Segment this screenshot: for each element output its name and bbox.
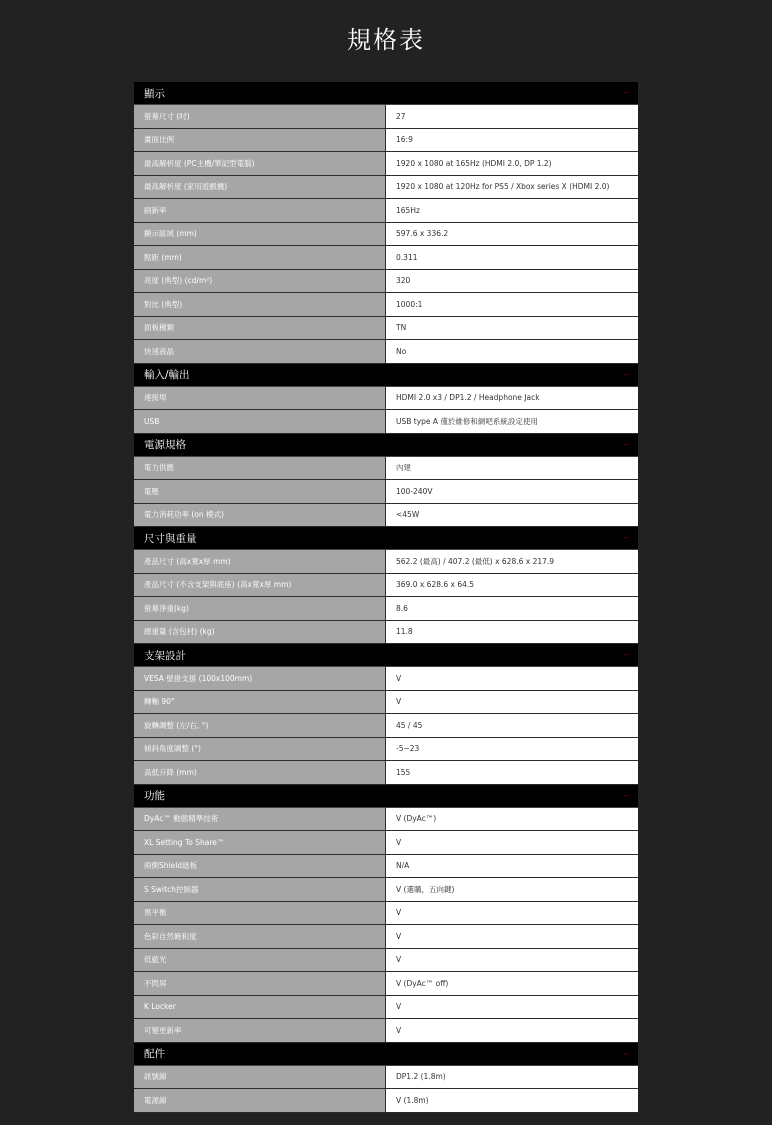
spec-label: K Locker	[134, 996, 386, 1019]
spec-label: XL Setting To Share™	[134, 831, 386, 854]
spec-row	[134, 246, 638, 270]
spec-row	[134, 574, 638, 598]
spec-value: 1920 x 1080 at 165Hz (HDMI 2.0, DP 1.2)	[386, 152, 638, 175]
spec-value: 45 / 45	[386, 714, 638, 737]
spec-row	[134, 410, 638, 434]
spec-label: 電壓	[134, 480, 386, 503]
spec-row	[134, 972, 638, 996]
spec-value: V (選購，五向鍵)	[386, 878, 638, 901]
spec-label: 顯示區域 (mm)	[134, 223, 386, 246]
spec-label: USB	[134, 410, 386, 433]
spec-row	[134, 1019, 638, 1043]
spec-value: 562.2 (最高) / 407.2 (最低) x 628.6 x 217.9	[386, 550, 638, 573]
section-title: 輸入/輸出	[144, 369, 190, 381]
spec-row	[134, 199, 638, 223]
spec-value: 1000:1	[386, 293, 638, 316]
spec-row	[134, 270, 638, 294]
spec-label: 螢幕淨重(kg)	[134, 597, 386, 620]
section-title: 支架設計	[144, 649, 186, 662]
spec-label: 亮度 (典型) (cd/m²)	[134, 270, 386, 293]
section-header[interactable]	[134, 364, 638, 387]
spec-label: 螢幕尺寸 (吋)	[134, 105, 386, 128]
spec-row	[134, 855, 638, 879]
section-title: 尺寸與重量	[144, 532, 197, 545]
spec-row	[134, 761, 638, 785]
spec-row	[134, 480, 638, 504]
section-header[interactable]	[134, 1043, 638, 1066]
spec-row	[134, 105, 638, 129]
collapse-icon[interactable]: –	[624, 650, 628, 659]
spec-row	[134, 597, 638, 621]
spec-label: 黑平衡	[134, 902, 386, 925]
spec-value: TN	[386, 317, 638, 340]
spec-row	[134, 738, 638, 762]
spec-label: 傾斜角度調整 (°)	[134, 738, 386, 761]
spec-label: 面板種類	[134, 317, 386, 340]
spec-row	[134, 714, 638, 738]
spec-label: 可變更新率	[134, 1019, 386, 1042]
spec-label: 高低升降 (mm)	[134, 761, 386, 784]
spec-value: 165Hz	[386, 199, 638, 222]
spec-label: 點距 (mm)	[134, 246, 386, 269]
spec-label: 刷新率	[134, 199, 386, 222]
spec-row	[134, 667, 638, 691]
spec-row	[134, 550, 638, 574]
spec-value: 100-240V	[386, 480, 638, 503]
spec-value: 155	[386, 761, 638, 784]
spec-row	[134, 152, 638, 176]
spec-label: 快速液晶	[134, 340, 386, 363]
spec-label: 兩側Shield遮板	[134, 855, 386, 878]
spec-value: -5~23	[386, 738, 638, 761]
spec-label: 電源線	[134, 1089, 386, 1112]
section-title: 功能	[144, 790, 165, 802]
spec-row	[134, 925, 638, 949]
spec-table	[134, 82, 638, 1113]
section-header[interactable]	[134, 527, 638, 550]
spec-label: 總重量 (含包材) (kg)	[134, 621, 386, 644]
spec-row	[134, 1066, 638, 1090]
collapse-icon[interactable]: –	[624, 88, 628, 97]
page-title: 規格表	[347, 26, 425, 54]
spec-value: V (1.8m)	[386, 1089, 638, 1112]
spec-row	[134, 223, 638, 247]
spec-label: 產品尺寸 (不含支架與底座) (高x寬x厚 mm)	[134, 574, 386, 597]
spec-row	[134, 176, 638, 200]
section-header[interactable]	[134, 434, 638, 457]
spec-value: V	[386, 1019, 638, 1042]
collapse-icon[interactable]: –	[624, 439, 628, 449]
spec-row	[134, 949, 638, 973]
spec-label: 產品尺寸 (高x寬x厚 mm)	[134, 550, 386, 573]
section-header[interactable]	[134, 785, 638, 808]
spec-label: VESA 壁掛支援 (100x100mm)	[134, 667, 386, 690]
collapse-icon[interactable]: –	[624, 533, 628, 542]
spec-value: 320	[386, 270, 638, 293]
spec-label: 轉軸 90°	[134, 691, 386, 714]
spec-row	[134, 996, 638, 1020]
spec-label: 連接埠	[134, 387, 386, 410]
spec-value: 11.8	[386, 621, 638, 644]
spec-value: 1920 x 1080 at 120Hz for PS5 / Xbox series X (HDMI 2.0)	[386, 176, 638, 199]
spec-label: 最高解析度 (PC主機/筆記型電腦)	[134, 152, 386, 175]
section-header[interactable]	[134, 82, 638, 105]
spec-row	[134, 340, 638, 364]
spec-row	[134, 387, 638, 411]
spec-label: 不閃屏	[134, 972, 386, 995]
spec-label: 色彩自然飽和度	[134, 925, 386, 948]
spec-value: N/A	[386, 855, 638, 878]
spec-value: V (DyAc™ off)	[386, 972, 638, 995]
spec-row	[134, 293, 638, 317]
spec-value: 16:9	[386, 129, 638, 152]
spec-value: 8.6	[386, 597, 638, 620]
spec-value: 597.6 x 336.2	[386, 223, 638, 246]
spec-value: V	[386, 691, 638, 714]
spec-value: 0.311	[386, 246, 638, 269]
spec-value: USB type A 僅於維修和網吧系統設定使用	[386, 410, 638, 433]
spec-row	[134, 691, 638, 715]
spec-row	[134, 902, 638, 926]
collapse-icon[interactable]: –	[624, 790, 628, 800]
spec-value: V	[386, 902, 638, 925]
spec-value: <45W	[386, 504, 638, 527]
spec-row	[134, 129, 638, 153]
section-title: 電源規格	[144, 439, 186, 451]
spec-row	[134, 1089, 638, 1113]
spec-row	[134, 621, 638, 645]
spec-row	[134, 808, 638, 832]
spec-label: 訊號線	[134, 1066, 386, 1089]
spec-label: S Switch控制器	[134, 878, 386, 901]
spec-value: V	[386, 831, 638, 854]
spec-row	[134, 831, 638, 855]
spec-row	[134, 317, 638, 341]
spec-label: 對比 (典型)	[134, 293, 386, 316]
section-header[interactable]	[134, 644, 638, 667]
spec-value: V	[386, 925, 638, 948]
spec-label: DyAc™ 動態精準技術	[134, 808, 386, 831]
spec-label: 旋轉調整 (左/右, °)	[134, 714, 386, 737]
collapse-icon[interactable]: –	[624, 369, 628, 379]
section-title: 配件	[144, 1048, 165, 1060]
spec-value: DP1.2 (1.8m)	[386, 1066, 638, 1089]
spec-value: HDMI 2.0 x3 / DP1.2 / Headphone Jack	[386, 387, 638, 410]
spec-label: 低藍光	[134, 949, 386, 972]
spec-value: 27	[386, 105, 638, 128]
spec-row	[134, 457, 638, 481]
spec-row	[134, 504, 638, 528]
spec-row	[134, 878, 638, 902]
spec-value: V	[386, 949, 638, 972]
spec-value: V	[386, 996, 638, 1019]
section-title: 顯示	[144, 87, 165, 100]
spec-label: 電力供應	[134, 457, 386, 480]
spec-value: No	[386, 340, 638, 363]
spec-value: 內建	[386, 457, 638, 480]
spec-value: V (DyAc™)	[386, 808, 638, 831]
spec-label: 電力消耗功率 (on 模式)	[134, 504, 386, 527]
collapse-icon[interactable]: –	[624, 1048, 628, 1058]
spec-label: 畫面比例	[134, 129, 386, 152]
spec-label: 最高解析度 (家用遊戲機)	[134, 176, 386, 199]
spec-value: V	[386, 667, 638, 690]
spec-value: 369.0 x 628.6 x 64.5	[386, 574, 638, 597]
